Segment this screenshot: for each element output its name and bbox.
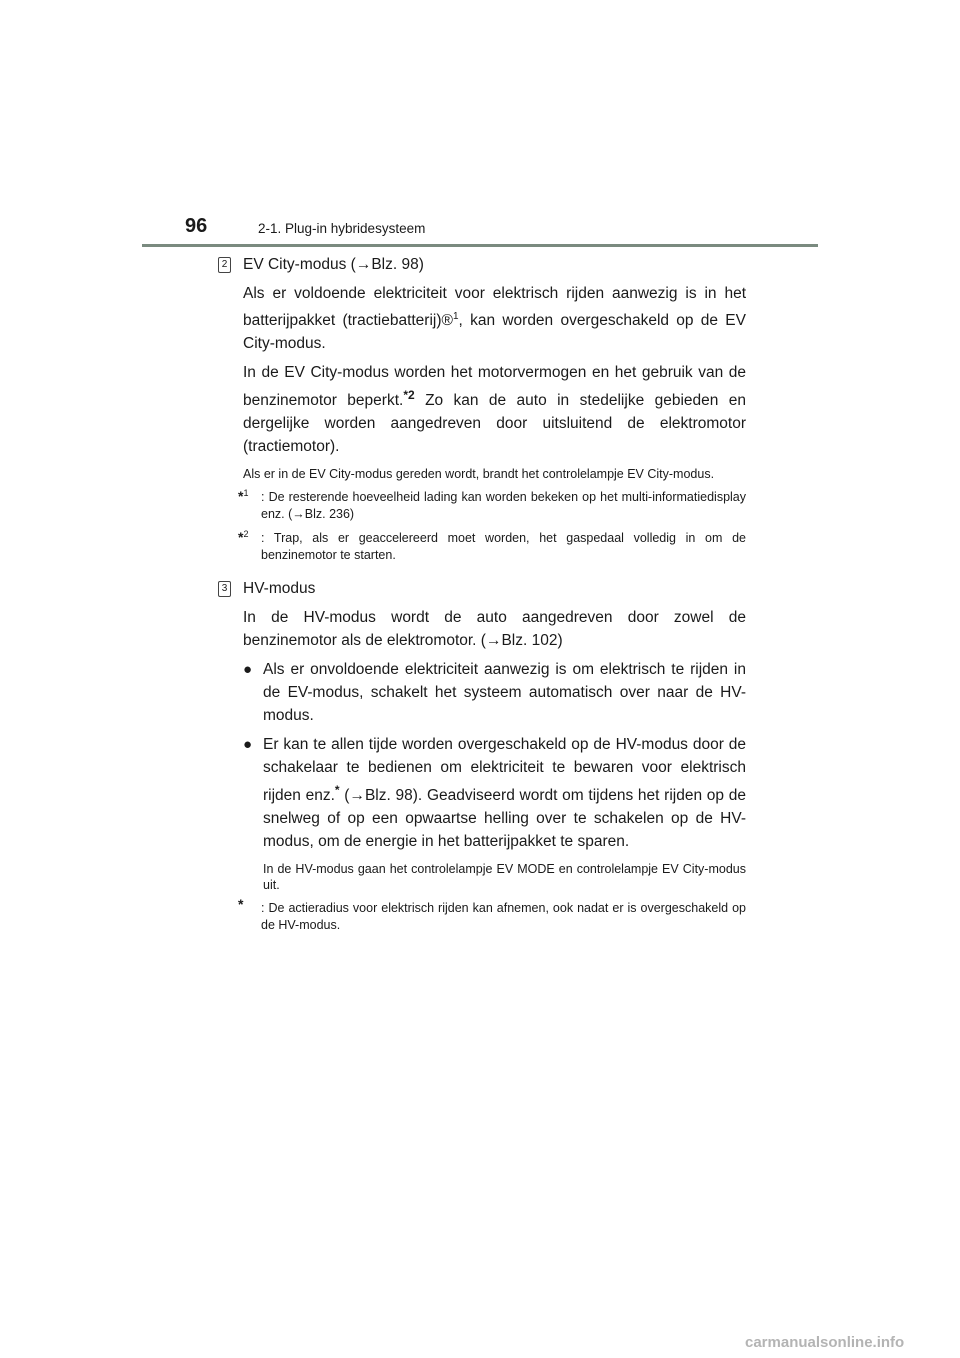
bullet-icon: ●: [243, 736, 253, 753]
footnote-star-glyph: *: [238, 896, 244, 912]
item-3-bullet-2: [243, 733, 746, 853]
page-number: 96: [185, 215, 208, 237]
footnote-ref-1: 1: [452, 311, 459, 322]
item-3-bullet-2-text-a: Er kan te allen tijde worden overgeschakeld op de HV-modus door de schakelaar te bedienen om elektriciteit te bewaren voor elektrisch rijden enz.: [263, 736, 746, 804]
footnote-2-sup: 2: [243, 529, 249, 539]
item-2-p2-text-a: In de EV City-modus worden het motorvermogen en het gebruik van de benzinemotor beperkt.: [243, 364, 746, 409]
item-2-heading: [218, 254, 746, 276]
bullet-icon: ●: [243, 661, 253, 678]
item-3-paragraph-1: In de HV-modus wordt de auto aangedreven door zowel de benzinemotor als de elektromotor. (→Blz. 102): [243, 609, 746, 649]
item-3-bullet-2-text-b: (→Blz. 98). Geadviseerd wordt om tijdens het rijden op de snelweg of op een opwaartse helling over te schakelen op de HV-modus, om de energie in het batterijpakket te sparen.: [263, 787, 746, 850]
footnote-1-sup: 1: [243, 488, 249, 498]
footnote-star-mark: [238, 896, 243, 914]
watermark-text: carmanualsonline.info: [745, 1334, 905, 1351]
item-2-paragraph-1: [243, 282, 746, 355]
item-2-p1-text-b: , kan worden overgeschakeld op de EV City-modus.: [243, 312, 746, 352]
section-header: 2-1. Plug-in hybridesysteem: [258, 221, 426, 236]
item-2-p1-text-a: Als er voldoende elektriciteit voor elektrisch rijden aanwezig is in het batterijpakket (tractiebatterij)®: [243, 285, 746, 329]
footnote-1-star: *: [238, 488, 244, 505]
footnote-1-text: : De resterende hoeveelheid lading kan worden bekeken op het multi-informatiedisplay enz. (→Blz. 236): [261, 490, 746, 521]
item-3-bullet-1-text: Als er onvoldoende elektriciteit aanwezig is om elektrisch te rijden in de EV-modus, schakelt het systeem automatisch over naar de HV-modus.: [263, 661, 746, 724]
item-3-heading: [218, 578, 746, 600]
page-content: [218, 254, 746, 934]
footnote-ref-2: *2: [403, 388, 415, 402]
footnote-star: [238, 896, 746, 934]
footnote-2-text: : Trap, als er geaccelereerd moet worden, het gaspedaal volledig in om de benzinemotor te starten.: [261, 531, 746, 562]
footnote-2-star: *: [238, 529, 244, 546]
item-3-bullet-1: [243, 658, 746, 727]
item-2-p2-text-b: Zo kan de auto in stedelijke gebieden en dergelijke worden aangedreven door uitsluitend de elektromotor (tractiemotor).: [243, 392, 747, 455]
item-2-paragraph-2: [243, 361, 746, 458]
footnote-star-text: : De actieradius voor elektrisch rijden kan afnemen, ook nadat er is overgeschakeld op de HV-modus.: [261, 901, 746, 932]
item-3-title: HV-modus: [243, 580, 316, 597]
footnote-1: [238, 488, 746, 523]
header-rule: [142, 244, 818, 247]
footnote-ref-star: *: [334, 783, 340, 797]
item-2-number-badge: 2: [218, 257, 231, 273]
item-2-title: EV City-modus (→Blz. 98): [243, 256, 424, 273]
item-2-note: Als er in de EV City-modus gereden wordt, brandt het controlelampje EV City-modus.: [243, 467, 715, 481]
footnote-2-mark: [238, 526, 248, 547]
footnote-2: [238, 529, 746, 564]
footnote-1-mark: [238, 485, 248, 506]
item-3-note: In de HV-modus gaan het controlelampje EV MODE en controlelampje EV City-modus uit.: [263, 862, 746, 892]
item-3-number-badge: 3: [218, 581, 231, 597]
